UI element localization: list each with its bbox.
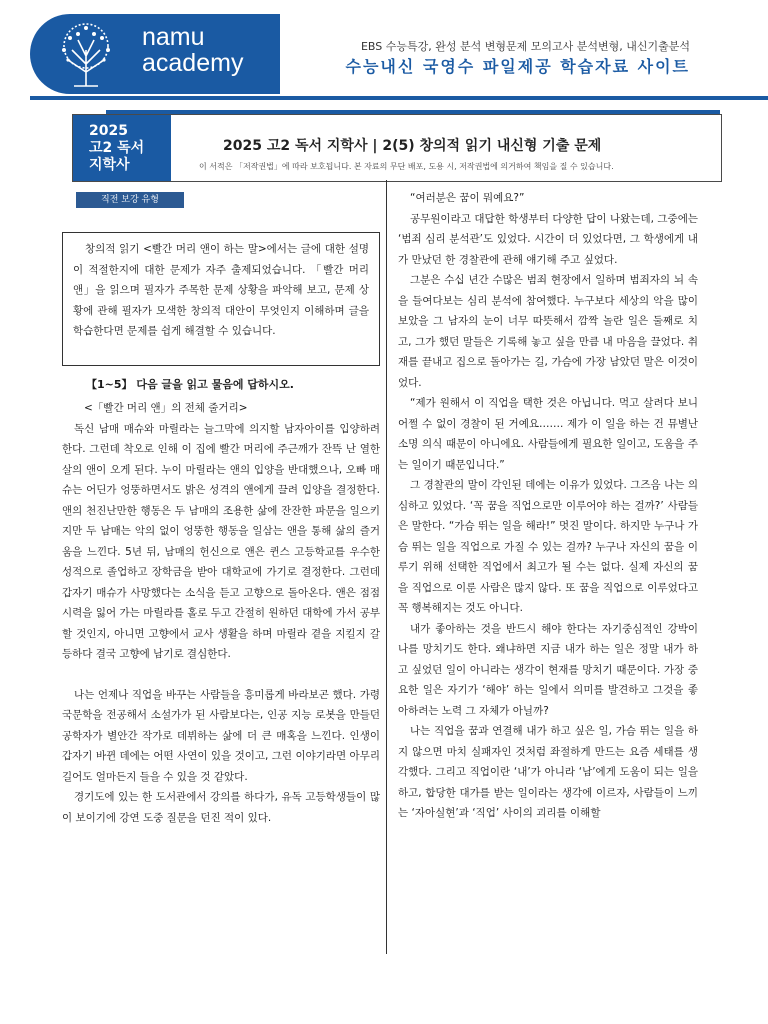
right-paragraph: 그분은 수십 년간 수많은 범죄 현장에서 일하며 범죄자의 뇌 속을 들여다보는 심리 분석에 참여했다. 누구보다 세상의 악을 많이 보았을 그 남자의 눈이 너무 따뜻해서 깜짝 놀란 일은 둘째로 치고, 그가 했던 말들은 기록해 놓고 싶을 만큼 내 마음을 끌었다. 취재를 끝내고 집으로 돌아가는 길, 가슴에 가장 남았던 말은 이것이었다. — [398, 274, 698, 389]
intro-box — [62, 232, 380, 366]
intro-text: 창의적 읽기 <빨간 머리 앤이 하는 말>에서는 글에 대한 설명이 적절한지에 대한 문제가 자주 출제되었습니다. 「빨간 머리 앤」을 읽으며 필자가 주목한 문제 상황을 파악해 보고, 문제 상황에 관해 필자가 모색한 창의적 대안이 무엇인지 이해하며 글을 학습한다면 문제를 쉽게 해결할 수 있습니다. — [73, 243, 369, 337]
right-paragraph: “여러분은 꿈이 뭐예요?” — [410, 192, 525, 204]
copyright-note: 이 서적은 「저작권법」에 따라 보호됩니다. 본 자료의 무단 배포, 도용 시, 저작권법에 의거하여 책임을 질 수 있습니다. — [199, 162, 614, 171]
tagline: EBS 수능특강, 완성 분석 변형문제 모의고사 분석변형, 내신기출분석 — [360, 40, 690, 53]
logo-line1: namu — [142, 23, 205, 51]
badge-line2: 고2 독서 — [89, 140, 145, 156]
site-title: 수능내신 국영수 파일제공 학습자료 사이트 — [345, 57, 690, 76]
right-paragraph: “제가 원해서 이 직업을 택한 것은 아닙니다. 먹고 살려다 보니 어쩔 수 없이 경찰이 된 거예요……. 제가 이 일을 하는 건 뮤별난 소명 의식 때문이 아니에요. 사람들에게 필요한 일이고, 도움을 주는 일이기 때문입니다.” — [398, 397, 698, 471]
logo-line2: academy — [142, 49, 244, 77]
right-paragraph: 내가 좋아하는 것을 반드시 해야 한다는 자기중심적인 강박이 나를 망치기도 한다. 왜냐하면 지금 내가 하는 일은 정말 내가 하고 싶었던 일이 아니라는 생각이 현재를 망치기 때문이다. 가장 중요한 일은 자기가 ‘해야’ 하는 일에서 의미를 발견하고 그것을 좋아하려는 노력 그 자체가 아닐까? — [398, 622, 698, 717]
header-divider — [30, 96, 768, 100]
right-paragraph: 나는 직업을 꿈과 연결해 내가 하고 싶은 일, 가슴 뛰는 일을 하지 않으면 마치 실패자인 것처럼 좌절하게 만드는 요즘 세태를 생각했다. 그리고 직업이란 ‘내’가 아니라 ‘남’에게 도움이 되는 일을 하고, 합당한 대가를 받는 일이라는 생각에 이르자, 사람들이 느끼는 ‘자아실현’과 ‘직업’ 사이의 괴리를 이해할 — [398, 725, 698, 819]
section-tag: 직전 보강 유형 — [76, 192, 184, 208]
right-paragraph: 그 경찰관의 말이 각인된 데에는 이유가 있었다. 그즈음 나는 의심하고 있었다. ‘꼭 꿈을 직업으로만 이루어야 하는 걸까?’ 사람들은 말한다. “가슴 뛰는 일을 해라!” 멋진 말이다. 하지만 누구나 가슴 뛰는 일을 직업으로 가질 수 있는 걸까? 누구나 자신의 꿈을 이루기 위해 선택한 직업에서 최고가 될 수는 없다. 실제 자신의 꿈을 직업으로 이룬 사람은 많지 않다. 또 꿈을 직업으로 이루었다고 꼭 행복해지는 것도 아니다. — [398, 479, 698, 614]
site-header — [0, 0, 768, 108]
right-column — [398, 188, 698, 824]
badge-line3: 지학사 — [89, 157, 130, 173]
story-paragraph: 독신 남매 매슈와 마릴라는 늘그막에 의지할 남자아이를 입양하려 한다. 그런데 착오로 인해 이 집에 빨간 머리에 주근깨가 잔뜩 난 열한 살의 앤이 오게 된다. 누이 마릴라는 앤의 입양을 반대했으나, 오빠 매슈는 어딘가 엉뚱하면서도 밝은 성격의 앤에게 끌려 입양을 결정한다. 앤의 천진난만한 행동은 두 남매의 조용한 삶에 잔잔한 파문을 일으키지만 두 남매는 악의 없이 엉뚱한 행동을 일삼는 앤을 통해 삶의 즐거움을 느낀다. 5년 뒤, 남매의 헌신으로 앤은 퀸스 고등학교를 우수한 성적으로 졸업하고 장학금을 받아 대학교에 가기로 결정한다. 그런데 갑자기 매슈가 사망했다는 소식을 듣고 고향으로 돌아온다. 앤은 점점 시력을 잃어 가는 마릴라를 홀로 두고 간절히 원하던 대학에 가서 공부할 것인지, 아니면 고향에서 교사 생활을 하며 마릴라 곁을 지킬지 갈등하다 결국 고향에 남기로 결심한다. — [62, 422, 380, 660]
story-paragraph: 경기도에 있는 한 도서관에서 강의를 하다가, 유독 고등학생들이 많이 보이기에 강연 도중 질문을 던진 적이 있다. — [62, 791, 380, 824]
right-paragraph: 공무원이라고 대답한 학생부터 다양한 답이 나왔는데, 그중에는 ‘범죄 심리 분석관’도 있었다. 시간이 더 있었다면, 그 학생에게 내가 만났던 한 경찰관에 관해 얘기해 주고 싶었다. — [398, 212, 698, 266]
story-paragraph: 나는 언제나 직업을 바꾸는 사람들을 흥미롭게 바라보곤 했다. 가령 국문학을 전공해서 소설가가 된 사람보다는, 인공 지능 로봇을 만들던 공학자가 별안간 작가로 데뷔하는 삶에 더 큰 매혹을 느낀다. 인생이 갑자기 바뀐 데에는 어떤 사연이 있을 것이고, 그런 이야기라면 아무리 길어도 얼마든지 들을 수 있을 것 같았다. — [62, 688, 380, 783]
title-badge — [73, 115, 171, 181]
logo-text — [142, 24, 243, 76]
paragraph-gap — [62, 665, 380, 685]
story-heading: <「빨간 머리 앤」의 전체 줄거리> — [84, 402, 248, 414]
story-column — [62, 398, 380, 828]
badge-line1: 2025 — [89, 123, 128, 139]
title-bar — [72, 114, 722, 182]
column-divider — [386, 180, 387, 954]
instruction: 【1~5】 다음 글을 읽고 물음에 답하시오. — [86, 378, 294, 391]
page-title: 2025 고2 독서 지학사 | 2(5) 창의적 읽기 내신형 기출 문제 — [223, 138, 602, 154]
tree-icon — [50, 20, 122, 90]
logo[interactable] — [30, 14, 280, 94]
